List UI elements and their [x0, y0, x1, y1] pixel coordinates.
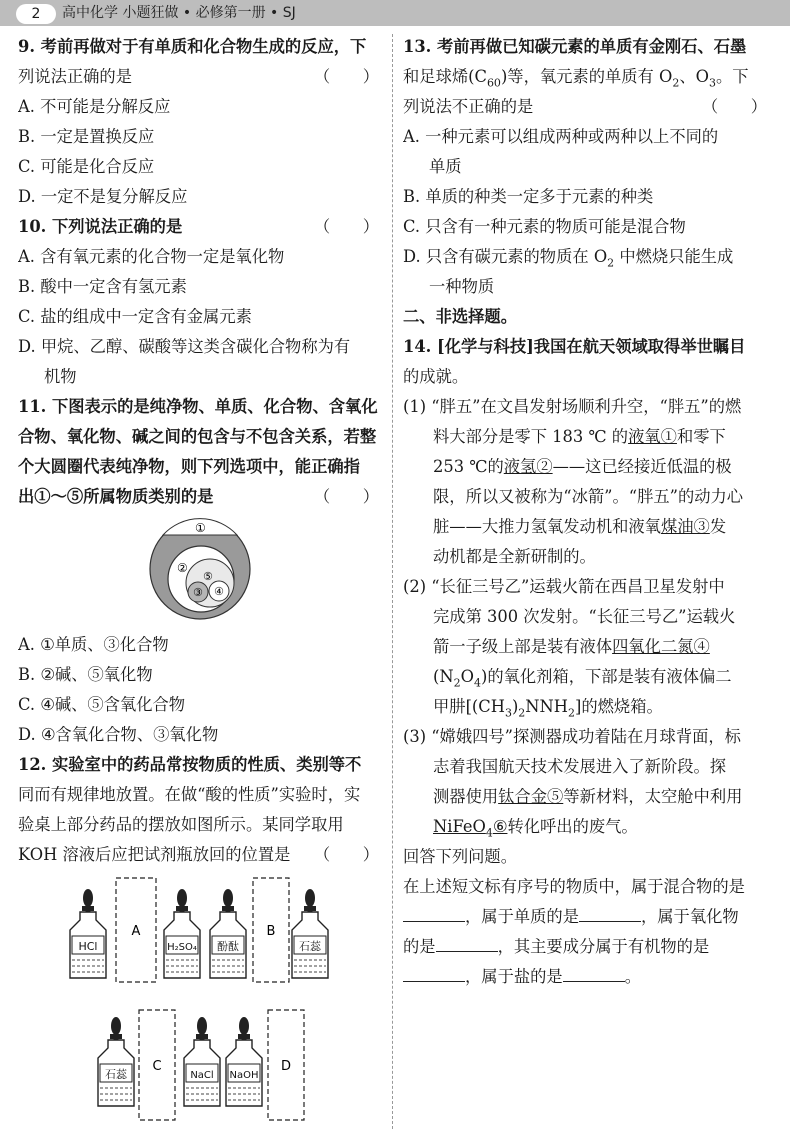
q14-fill-line1: 在上述短文标有序号的物质中，属于混合物的是: [403, 877, 745, 896]
blank-mixture[interactable]: [403, 904, 465, 922]
kerosene-term: 煤油③: [660, 517, 710, 536]
q14-p1-line2: 料大部分是零下 183 ℃ 的液氧①和零下: [433, 427, 726, 446]
q13-stem-line3: 列说法不正确的是: [403, 97, 534, 116]
q13-option-b[interactable]: B. 单质的种类一定多于元素的种类: [403, 187, 654, 206]
q12-shelf-figure: [18, 870, 383, 1128]
q9-option-a[interactable]: A. 不可能是分解反应: [18, 97, 171, 116]
liquid-oxygen-term: 液氧①: [628, 427, 677, 446]
blank-organic[interactable]: [403, 964, 465, 982]
q11-stem-line2: 合物、氧化物、碱之间的包含与不包含关系，若整: [18, 427, 377, 446]
q12-stem-line1: 12. 实验室中的药品常按物质的性质、类别等不: [18, 755, 362, 774]
slot-d[interactable]: [268, 1010, 304, 1120]
q10-option-c[interactable]: C. 盐的组成中一定含有金属元素: [18, 307, 252, 326]
bottle-naoh: [226, 1017, 262, 1106]
question-10: [18, 212, 383, 392]
q11-venn-figure: [18, 512, 383, 630]
titanium-alloy-term: 钛合金⑤: [498, 787, 564, 806]
q14-p1-line5: 脏——大推力氢氧发动机和液氧煤油③发: [433, 517, 727, 536]
q14-p1-line6: 动机都是全新研制的。: [433, 547, 596, 566]
q11-stem-line3: 个大圆圈代表纯净物，则下列选项中，能正确指: [18, 457, 360, 476]
venn-label-1: ①: [195, 521, 206, 535]
q10-option-b[interactable]: B. 酸中一定含有氢元素: [18, 277, 187, 296]
q14-p3-line4: NiFeO$_4$⑥转化呼出的废气。: [433, 817, 638, 840]
q12-stem-line4: KOH 溶液后应把试剂瓶放回的位置是: [18, 845, 291, 864]
page-number: 2: [16, 4, 56, 24]
question-14: [403, 332, 771, 992]
q13-option-a-cont: 单质: [429, 157, 462, 176]
bottle-hcl: [70, 889, 106, 978]
q9-option-d[interactable]: D. 一定不是复分解反应: [18, 187, 188, 206]
blank-oxide[interactable]: [436, 934, 498, 952]
slot-d-label: D: [280, 1059, 292, 1074]
q14-p2-line1: (2) “长征三号乙”运载火箭在西昌卫星发射中: [403, 577, 725, 596]
q11-answer-paren[interactable]: （ ）: [313, 487, 379, 506]
venn-label-2: ②: [177, 561, 188, 575]
q14-fill-line2: ，属于单质的是 ，属于氧化物: [403, 902, 771, 932]
q11-option-c[interactable]: C. ④碱、⑤含氧化合物: [18, 695, 186, 714]
q9-option-b[interactable]: B. 一定是置换反应: [18, 127, 155, 146]
q13-option-c[interactable]: C. 只含有一种元素的物质可能是混合物: [403, 217, 686, 236]
q14-p2-line4: $(N_2O_4)$的氧化剂箱，下部是装有液体偏二: [433, 667, 732, 690]
q10-option-d-cont: 机物: [44, 367, 77, 386]
slot-c-label: C: [152, 1059, 162, 1074]
q14-p3-line3: 测器使用钛合金⑤等新材料，太空舱中利用: [433, 787, 743, 806]
q14-p3-line1: (3) “嫦娥四号”探测器成功着陆在月球背面，标: [403, 727, 741, 746]
q14-p1-line4: 限，所以又被称为“冰箭”。“胖五”的动力心: [433, 487, 744, 506]
dinitrogen-tetroxide-term: 四氧化二氮④: [612, 637, 710, 656]
venn-label-5: ⑤: [203, 570, 213, 583]
column-divider: [392, 34, 393, 1129]
q9-answer-paren[interactable]: （ ）: [313, 67, 379, 86]
blank-element[interactable]: [579, 904, 641, 922]
q12-stem-line3: 验桌上部分药品的摆放如图所示。某同学取用: [18, 815, 344, 834]
q10-stem: 10. 下列说法正确的是: [18, 217, 183, 236]
section-heading: 二、非选择题。: [403, 307, 517, 326]
bottle-phenolphthalein: [210, 889, 246, 978]
q14-p2-line2: 完成第 300 次发射。“长征三号乙”运载火: [433, 607, 736, 626]
liquid-hydrogen-term: 液氢②: [503, 457, 553, 476]
q12-stem-line2: 同而有规律地放置。在做“酸的性质”实验时，实: [18, 785, 361, 804]
q12-answer-paren[interactable]: （ ）: [313, 845, 379, 864]
bottle-phenolphthalein-label: 酚酞: [217, 940, 239, 953]
question-13: [403, 32, 771, 302]
slot-c[interactable]: [139, 1010, 175, 1120]
nifeo4-term: NiFeO$_4$⑥: [433, 817, 508, 840]
venn-label-4: ④: [214, 585, 224, 598]
bottle-h2so4: [164, 889, 200, 978]
q11-stem-line4: 出①～⑤所属物质类别的是: [18, 487, 214, 506]
q11-option-d[interactable]: D. ④含氧化合物、③氧化物: [18, 725, 219, 744]
bottle-litmus-2-label: 石蕊: [105, 1068, 127, 1081]
q10-option-a[interactable]: A. 含有氧元素的化合物一定是氧化物: [18, 247, 285, 266]
q14-fill-line3: 的是 ，其主要成分属于有机物的是: [403, 932, 771, 962]
q13-stem-line1: 13. 考前再做已知碳元素的单质有金刚石、石墨: [403, 37, 747, 56]
q14-p1-line1: (1) “胖五”在文昌发射场顺利升空，“胖五”的燃: [403, 397, 742, 416]
bottle-naoh-label: NaOH: [229, 1070, 259, 1081]
q11-stem-line1: 11. 下图表示的是纯净物、单质、化合物、含氧化: [18, 397, 378, 416]
bottle-nacl-label: NaCl: [190, 1070, 214, 1081]
q14-p2-line3: 箭一子级上部是装有液体四氧化二氮④: [433, 637, 710, 656]
question-11: [18, 392, 383, 750]
bottle-litmus-1-label: 石蕊: [299, 940, 321, 953]
right-column: [403, 32, 771, 992]
q10-answer-paren[interactable]: （ ）: [313, 217, 379, 236]
q13-option-a[interactable]: A. 一种元素可以组成两种或两种以上不同的: [403, 127, 719, 146]
page-header: [0, 0, 790, 26]
question-12: [18, 750, 383, 1128]
q9-option-c[interactable]: C. 可能是化合反应: [18, 157, 155, 176]
q11-option-a[interactable]: A. ①单质、③化合物: [18, 635, 169, 654]
q14-fill-line4: ，属于盐的是 。: [403, 962, 771, 992]
book-title: 高中化学 小题狂做 • 必修第一册 • SJ: [62, 5, 296, 21]
question-9: [18, 32, 383, 212]
bottle-h2so4-label: H₂SO₄: [167, 942, 197, 953]
bottle-litmus-2: [98, 1017, 134, 1106]
blank-salt[interactable]: [563, 964, 625, 982]
q14-p1-line3: 253 ℃的液氢②——这已经接近低温的极: [433, 457, 732, 476]
left-column: [18, 32, 383, 1128]
q14-stem-line2: 的成就。: [403, 367, 469, 386]
q14-p3-line2: 志着我国航天技术发展进入了新阶段。探: [433, 757, 727, 776]
slot-a[interactable]: [116, 878, 156, 982]
slot-b[interactable]: [253, 878, 289, 982]
q10-option-d[interactable]: D. 甲烷、乙醇、碳酸等这类含碳化合物称为有: [18, 337, 351, 356]
bottle-hcl-label: HCl: [78, 940, 98, 953]
q13-option-d-cont: 一种物质: [429, 277, 495, 296]
q9-stem-line1: 9. 考前再做对于有单质和化合物生成的反应，下: [18, 37, 367, 56]
q14-ask: 回答下列问题。: [403, 847, 517, 866]
q9-stem-line2: 列说法正确的是: [18, 67, 132, 86]
q14-p2-line5: 甲肼$[(CH_3)_2NNH_2]$的燃烧箱。: [433, 697, 663, 720]
q14-stem-line1: 14. [化学与科技]我国在航天领域取得举世瞩目: [403, 337, 746, 356]
slot-b-label: B: [266, 924, 276, 939]
bottle-litmus-1: [292, 889, 328, 978]
q13-stem-line2: 和足球烯$(C_{60})$等，氧元素的单质有 $O_2$、$O_3$。下: [403, 67, 749, 90]
slot-a-label: A: [131, 924, 141, 939]
venn-label-3: ③: [193, 586, 203, 599]
q13-option-d[interactable]: D. 只含有碳元素的物质在 $O_2$ 中燃烧只能生成: [403, 247, 734, 270]
bottle-nacl: [184, 1017, 220, 1106]
q13-answer-paren[interactable]: （ ）: [701, 97, 767, 116]
q11-option-b[interactable]: B. ②碱、⑤氧化物: [18, 665, 153, 684]
